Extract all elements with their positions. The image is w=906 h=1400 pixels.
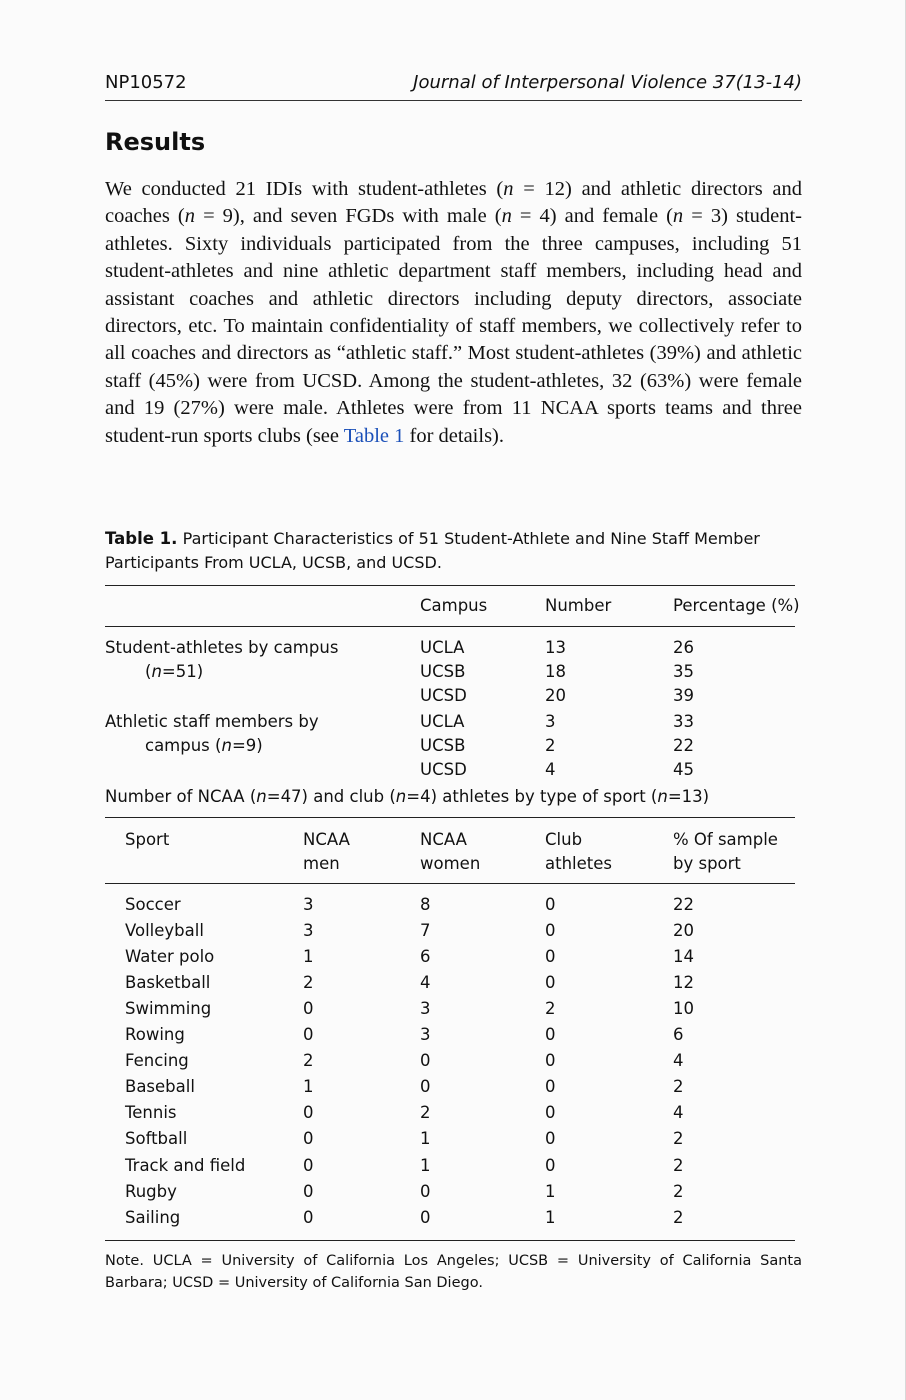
club-cell: 0: [545, 1051, 556, 1070]
ncaa-men-cell: 3: [303, 895, 314, 914]
table-header-rule: [105, 626, 795, 627]
paragraph-text: for details).: [404, 424, 504, 447]
paragraph-text: = 12) and athletic directors and coaches (: [105, 178, 802, 228]
ncaa-men-cell: 0: [303, 1182, 314, 1201]
ncaa-men-cell: 2: [303, 973, 314, 992]
ncaa-women-cell: 1: [420, 1129, 431, 1148]
percentage-cell: 26: [673, 638, 694, 657]
club-cell: 2: [545, 999, 556, 1018]
percent-sample-cell: 2: [673, 1077, 684, 1096]
ncaa-men-cell: 1: [303, 947, 314, 966]
paragraph-text: We conducted 21 IDIs with student-athletes (: [105, 178, 504, 200]
ncaa-women-cell: 1: [420, 1156, 431, 1175]
percent-sample-cell: 2: [673, 1129, 684, 1148]
table-caption-text: Participant Characteristics of 51 Student-Athlete and Nine Staff Member Participants From UCLA, UCSB, and UCSD.: [105, 529, 760, 572]
italic-n: n: [672, 205, 684, 228]
italic-n: n: [503, 178, 514, 200]
percentage-cell: 45: [673, 760, 694, 779]
campus-cell: UCSD: [420, 686, 467, 705]
page-id: NP10572: [105, 72, 187, 93]
ncaa-women-cell: 7: [420, 921, 431, 940]
sport-name: Rowing: [125, 1025, 185, 1044]
percent-sample-cell: 2: [673, 1182, 684, 1201]
club-cell: 0: [545, 973, 556, 992]
percent-sample-cell: 2: [673, 1156, 684, 1175]
table-top-rule: [105, 585, 795, 586]
percent-sample-cell: 20: [673, 921, 694, 940]
sport-name: Track and field: [125, 1156, 246, 1175]
sport-name: Fencing: [125, 1051, 189, 1070]
italic-n: n: [184, 205, 196, 228]
sport-table-top-rule: [105, 817, 795, 818]
percentage-cell: 22: [673, 736, 694, 755]
paragraph-text: = 4) and female (: [511, 205, 673, 228]
group-label: Student-athletes by campus: [105, 638, 339, 657]
ncaa-women-cell: 3: [420, 1025, 431, 1044]
section-title: Results: [105, 128, 206, 156]
ncaa-men-cell: 1: [303, 1077, 314, 1096]
club-cell: 0: [545, 1077, 556, 1096]
sport-header-cell: by sport: [673, 854, 741, 873]
ncaa-men-cell: 0: [303, 1156, 314, 1175]
number-cell: 13: [545, 638, 566, 657]
percent-sample-cell: 4: [673, 1051, 684, 1070]
sport-header-cell: women: [420, 854, 481, 873]
group-label-n: campus (n=9): [145, 736, 263, 755]
sport-header-cell: athletes: [545, 854, 612, 873]
table-caption: [105, 527, 802, 575]
percentage-cell: 33: [673, 712, 694, 731]
ncaa-men-cell: 2: [303, 1051, 314, 1070]
sport-name: Sailing: [125, 1208, 181, 1227]
club-cell: 1: [545, 1182, 556, 1201]
campus-cell: UCLA: [420, 712, 465, 731]
sport-table-header-rule: [105, 883, 795, 884]
campus-cell: UCSB: [420, 662, 466, 681]
sport-name: Tennis: [125, 1103, 177, 1122]
sport-name: Swimming: [125, 999, 212, 1018]
table-note: Note. UCLA = University of California Los Angeles; UCSB = University of California Santa Barbara; UCSD = University of California San Diego.: [105, 1253, 802, 1291]
ncaa-women-cell: 0: [420, 1208, 431, 1227]
ncaa-men-cell: 0: [303, 1208, 314, 1227]
paragraph-text: = 9), and seven FGDs with male (: [195, 205, 502, 228]
header-number: Number: [545, 596, 612, 615]
club-cell: 0: [545, 947, 556, 966]
ncaa-men-cell: 0: [303, 1103, 314, 1122]
club-cell: 0: [545, 1129, 556, 1148]
club-cell: 1: [545, 1208, 556, 1227]
ncaa-women-cell: 0: [420, 1077, 431, 1096]
sport-name: Basketball: [125, 973, 211, 992]
club-cell: 0: [545, 895, 556, 914]
journal-title: Journal of Interpersonal Violence 37(13-14): [413, 72, 802, 93]
percent-sample-cell: 6: [673, 1025, 684, 1044]
percent-sample-cell: 10: [673, 999, 694, 1018]
percent-sample-cell: 4: [673, 1103, 684, 1122]
number-cell: 3: [545, 712, 556, 731]
number-cell: 18: [545, 662, 566, 681]
ncaa-women-cell: 0: [420, 1051, 431, 1070]
sport-header-cell: Sport: [125, 830, 170, 849]
percent-sample-cell: 22: [673, 895, 694, 914]
sport-header-cell: NCAA: [303, 830, 350, 849]
sport-header-cell: men: [303, 854, 340, 873]
percent-sample-cell: 14: [673, 947, 694, 966]
sport-table-subtitle: Number of NCAA (n=47) and club (n=4) athletes by type of sport (n=13): [105, 787, 710, 806]
ncaa-women-cell: 6: [420, 947, 431, 966]
paragraph-text: = 3) student-athletes. Sixty individuals participated from the three campuses, including 51 student-athletes and nine athletic department staff members, including head and assistant coaches and athletic directors including deputy directors, associate directors, etc. To maintain confidentiality of staff members, we collectively refer to all coaches and directors as “athletic staff.” Most student-athletes (39%) and athletic staff (45%) were from UCSD. Among the student-athletes, 32 (63%) were female and 19 (27%) were male. Athletes were from 11 NCAA sports teams and three student-run sports clubs (see: [105, 205, 803, 447]
table-label: Table 1.: [105, 529, 178, 548]
sport-name: Water polo: [125, 947, 215, 966]
ncaa-men-cell: 0: [303, 999, 314, 1018]
running-header: [105, 70, 802, 101]
club-cell: 0: [545, 1103, 556, 1122]
sport-name: Soccer: [125, 895, 181, 914]
number-cell: 2: [545, 736, 556, 755]
campus-cell: UCSB: [420, 736, 466, 755]
header-percentage: Percentage (%): [673, 596, 800, 615]
results-paragraph: [105, 176, 802, 450]
number-cell: 4: [545, 760, 556, 779]
club-cell: 0: [545, 1156, 556, 1175]
sport-header-cell: Club: [545, 830, 583, 849]
percentage-cell: 39: [673, 686, 694, 705]
ncaa-women-cell: 0: [420, 1182, 431, 1201]
club-cell: 0: [545, 1025, 556, 1044]
club-cell: 0: [545, 921, 556, 940]
percent-sample-cell: 12: [673, 973, 694, 992]
table-bottom-rule: [105, 1240, 795, 1241]
sport-header-cell: % Of sample: [673, 830, 778, 849]
campus-cell: UCLA: [420, 638, 465, 657]
percent-sample-cell: 2: [673, 1208, 684, 1227]
ncaa-women-cell: 4: [420, 973, 431, 992]
group-label-n: (n=51): [145, 662, 204, 681]
sport-name: Softball: [125, 1129, 188, 1148]
sport-name: Rugby: [125, 1182, 177, 1201]
number-cell: 20: [545, 686, 566, 705]
ncaa-women-cell: 8: [420, 895, 431, 914]
ncaa-women-cell: 3: [420, 999, 431, 1018]
ncaa-men-cell: 0: [303, 1129, 314, 1148]
table-link[interactable]: Table 1: [343, 424, 405, 447]
header-campus: Campus: [420, 596, 488, 615]
ncaa-women-cell: 2: [420, 1103, 431, 1122]
ncaa-men-cell: 0: [303, 1025, 314, 1044]
sport-name: Volleyball: [125, 921, 204, 940]
group-label: Athletic staff members by: [105, 712, 319, 731]
ncaa-men-cell: 3: [303, 921, 314, 940]
sport-name: Baseball: [125, 1077, 195, 1096]
percentage-cell: 35: [673, 662, 694, 681]
campus-cell: UCSD: [420, 760, 467, 779]
italic-n: n: [501, 205, 512, 228]
sport-header-cell: NCAA: [420, 830, 467, 849]
